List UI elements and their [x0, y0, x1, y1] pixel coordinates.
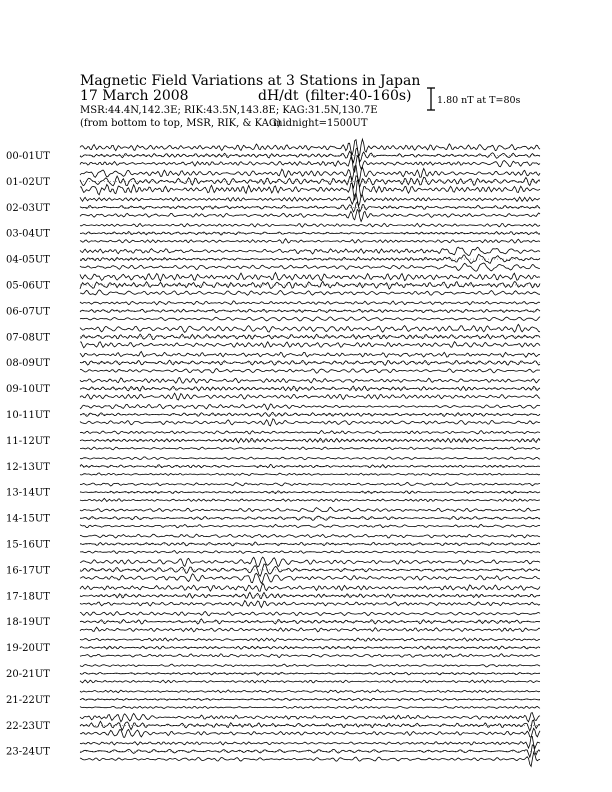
trace-kag: [80, 457, 540, 460]
trace-kag: [80, 301, 540, 305]
hour-label: 17-18UT: [6, 591, 50, 603]
trace-msr: [80, 627, 540, 632]
trace-kag: [80, 557, 540, 567]
trace-kag: [80, 193, 540, 206]
trace-msr: [80, 473, 540, 476]
hour-label: 18-19UT: [6, 617, 50, 629]
trace-msr: [80, 706, 540, 709]
trace-kag: [80, 507, 540, 512]
scale-bar: [427, 88, 521, 110]
hour-label: 14-15UT: [6, 513, 50, 525]
trace-kag: [80, 324, 540, 332]
hour-label: 15-16UT: [6, 539, 50, 551]
trace-msr: [80, 290, 540, 295]
trace-rik: [80, 564, 540, 576]
trace-kag: [80, 583, 540, 591]
trace-kag: [80, 713, 540, 722]
trace-kag: [80, 247, 540, 255]
trace-msr: [80, 498, 540, 501]
hour-label: 08-09UT: [6, 358, 50, 370]
trace-kag: [80, 430, 540, 434]
trace-kag: [80, 139, 540, 156]
hour-label: 20-21UT: [6, 669, 50, 680]
trace-msr: [80, 524, 540, 527]
hour-label: 19-20UT: [6, 643, 50, 655]
trace-rik: [80, 202, 540, 212]
midnight-note: midnight=1500UT: [273, 118, 368, 129]
hour-labels: [6, 151, 50, 758]
trace-msr: [80, 573, 540, 583]
hour-label: 00-01UT: [6, 151, 50, 162]
hour-label: 16-17UT: [6, 565, 50, 577]
trace-msr: [80, 551, 540, 554]
hour-label: 10-11UT: [6, 410, 50, 421]
hour-label: 06-07UT: [6, 306, 50, 318]
hour-label: 03-04UT: [6, 228, 50, 240]
station-order-note: (from bottom to top, MSR, RIK, & KAG): [80, 118, 281, 129]
trace-rik: [80, 592, 540, 598]
hour-label: 02-03UT: [6, 202, 50, 214]
hour-label: 01-02UT: [6, 176, 50, 188]
trace-kag: [80, 737, 540, 749]
header: [80, 73, 420, 129]
trace-kag: [80, 664, 540, 667]
hour-label: 09-10UT: [6, 384, 50, 396]
quantity-label: dH/dt: [258, 88, 299, 104]
hour-label: 22-23UT: [6, 720, 50, 732]
trace-msr: [80, 263, 540, 271]
trace-area: [80, 139, 540, 766]
trace-kag: [80, 273, 540, 282]
hour-label: 12-13UT: [6, 461, 50, 473]
trace-kag: [80, 378, 540, 384]
trace-msr: [80, 369, 540, 374]
trace-kag: [80, 611, 540, 615]
trace-kag: [80, 534, 540, 538]
trace-msr: [80, 156, 540, 172]
trace-kag: [80, 352, 540, 358]
trace-msr: [80, 393, 540, 400]
hour-label: 21-22UT: [6, 694, 50, 706]
chart-title: Magnetic Field Variations at 3 Stations in Japan: [80, 73, 421, 89]
hour-label: 04-05UT: [6, 254, 50, 266]
hour-label: 05-06UT: [6, 280, 50, 292]
trace-kag: [80, 404, 540, 410]
trace-rik: [80, 619, 540, 624]
trace-msr: [80, 447, 540, 450]
scale-bar-label: 1.80 nT at T=80s: [437, 95, 521, 106]
trace-msr: [80, 680, 540, 683]
hour-label: 23-24UT: [6, 746, 50, 758]
trace-msr: [80, 210, 540, 222]
trace-rik: [80, 281, 540, 289]
trace-rik: [80, 176, 540, 188]
trace-msr: [80, 419, 540, 426]
hour-label: 13-14UT: [6, 487, 50, 499]
station-coordinates: MSR:44.4N,142.3E; RIK:43.5N,143.8E; KAG:31.5N,130.7E: [80, 105, 378, 116]
trace-kag: [80, 638, 540, 642]
trace-kag: [80, 482, 540, 486]
trace-msr: [80, 601, 540, 608]
trace-msr: [80, 728, 540, 737]
date-label: 17 March 2008: [80, 88, 189, 104]
trace-kag: [80, 690, 540, 693]
trace-kag: [80, 223, 540, 227]
trace-msr: [80, 317, 540, 321]
trace-msr: [80, 239, 540, 243]
hour-label: 11-12UT: [6, 435, 50, 447]
trace-msr: [80, 753, 540, 767]
trace-msr: [80, 342, 540, 348]
filter-label: (filter:40-160s): [305, 88, 412, 104]
hour-label: 07-08UT: [6, 332, 50, 344]
trace-msr: [80, 654, 540, 658]
